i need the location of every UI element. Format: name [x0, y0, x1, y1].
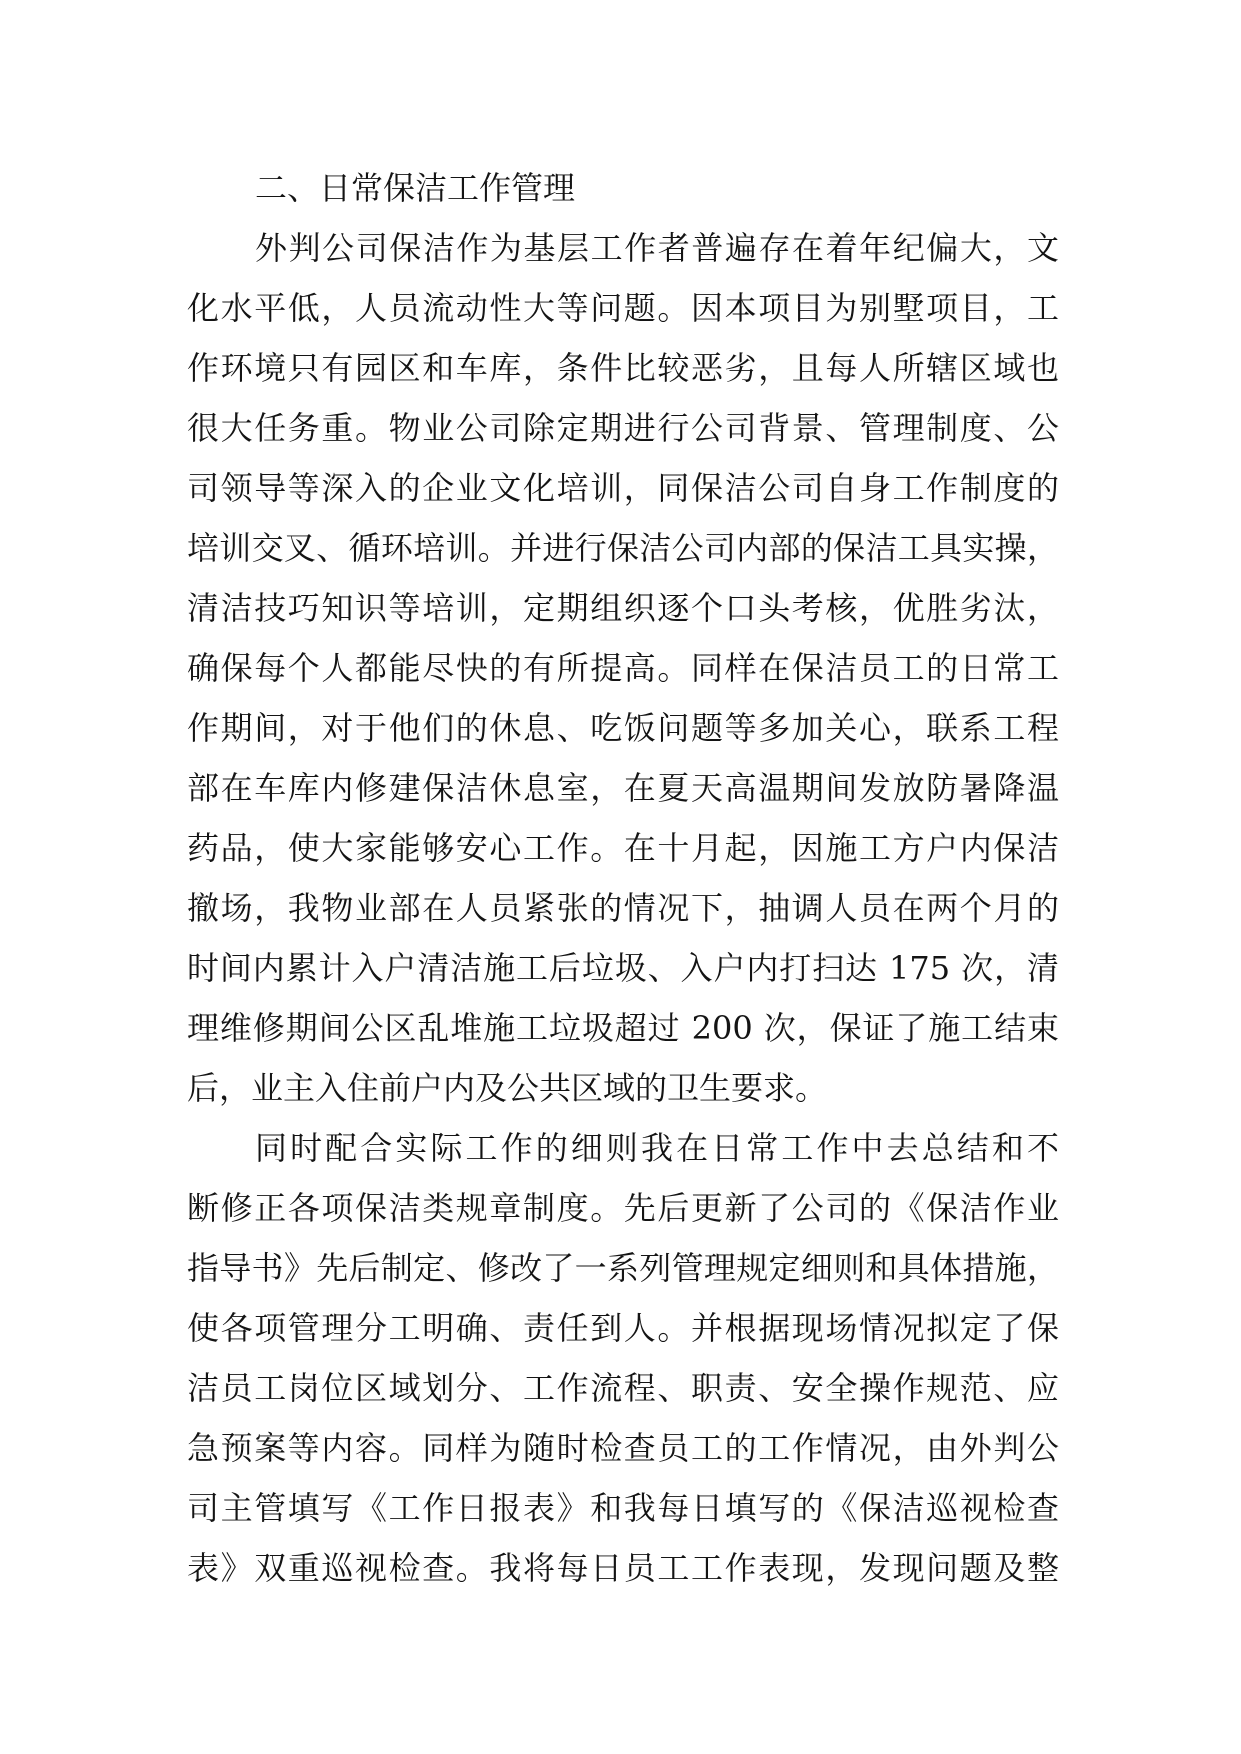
- paragraph-line: 同时配合实际工作的细则我在日常工作中去总结和不: [255, 1129, 1059, 1167]
- paragraph-line: 使各项管理分工明确、责任到人。并根据现场情况拟定了保: [187, 1309, 1059, 1347]
- paragraph-line: 药品，使大家能够安心工作。在十月起，因施工方户内保洁: [187, 829, 1059, 867]
- paragraph-line: 急预案等内容。同样为随时检查员工的工作情况，由外判公: [187, 1429, 1059, 1467]
- paragraph-line: 作环境只有园区和车库，条件比较恶劣，且每人所辖区域也: [187, 349, 1059, 387]
- paragraph-line: 表》双重巡视检查。我将每日员工工作表现，发现问题及整: [187, 1549, 1059, 1587]
- paragraph-line: 部在车库内修建保洁休息室，在夏天高温期间发放防暑降温: [187, 769, 1059, 807]
- paragraph-line: 司主管填写《工作日报表》和我每日填写的《保洁巡视检查: [187, 1489, 1059, 1527]
- paragraph-line: 断修正各项保洁类规章制度。先后更新了公司的《保洁作业: [187, 1189, 1059, 1227]
- section-heading: 二、日常保洁工作管理: [255, 169, 576, 207]
- paragraph-line: 时间内累计入户清洁施工后垃圾、入户内打扫达 175 次，清: [187, 949, 1059, 987]
- paragraph-line: 撤场，我物业部在人员紧张的情况下，抽调人员在两个月的: [187, 889, 1059, 927]
- paragraph-line: 很大任务重。物业公司除定期进行公司背景、管理制度、公: [187, 409, 1059, 447]
- paragraph-line: 化水平低，人员流动性大等问题。因本项目为别墅项目，工: [187, 289, 1059, 327]
- paragraph-line: 司领导等深入的企业文化培训，同保洁公司自身工作制度的: [187, 469, 1059, 507]
- paragraph-line: 洁员工岗位区域划分、工作流程、职责、安全操作规范、应: [187, 1369, 1059, 1407]
- paragraph-line: 外判公司保洁作为基层工作者普遍存在着年纪偏大，文: [255, 229, 1059, 267]
- paragraph-line: 理维修期间公区乱堆施工垃圾超过 200 次，保证了施工结束: [187, 1009, 1059, 1047]
- paragraph-1: [187, 218, 1059, 1118]
- paragraph-line: 清洁技巧知识等培训，定期组织逐个口头考核，优胜劣汰，: [187, 589, 1059, 627]
- paragraph-line: 作期间，对于他们的休息、吃饭问题等多加关心，联系工程: [187, 709, 1059, 747]
- paragraph-line: 确保每个人都能尽快的有所提高。同样在保洁员工的日常工: [187, 649, 1059, 687]
- paragraph-line: 培训交叉、循环培训。并进行保洁公司内部的保洁工具实操，: [187, 529, 1059, 567]
- paragraph-line: 指导书》先后制定、修改了一系列管理规定细则和具体措施，: [187, 1249, 1059, 1287]
- paragraph-2: [187, 1118, 1059, 1598]
- document-body: [187, 158, 1059, 1598]
- paragraph-line: 后，业主入住前户内及公共区域的卫生要求。: [187, 1069, 828, 1107]
